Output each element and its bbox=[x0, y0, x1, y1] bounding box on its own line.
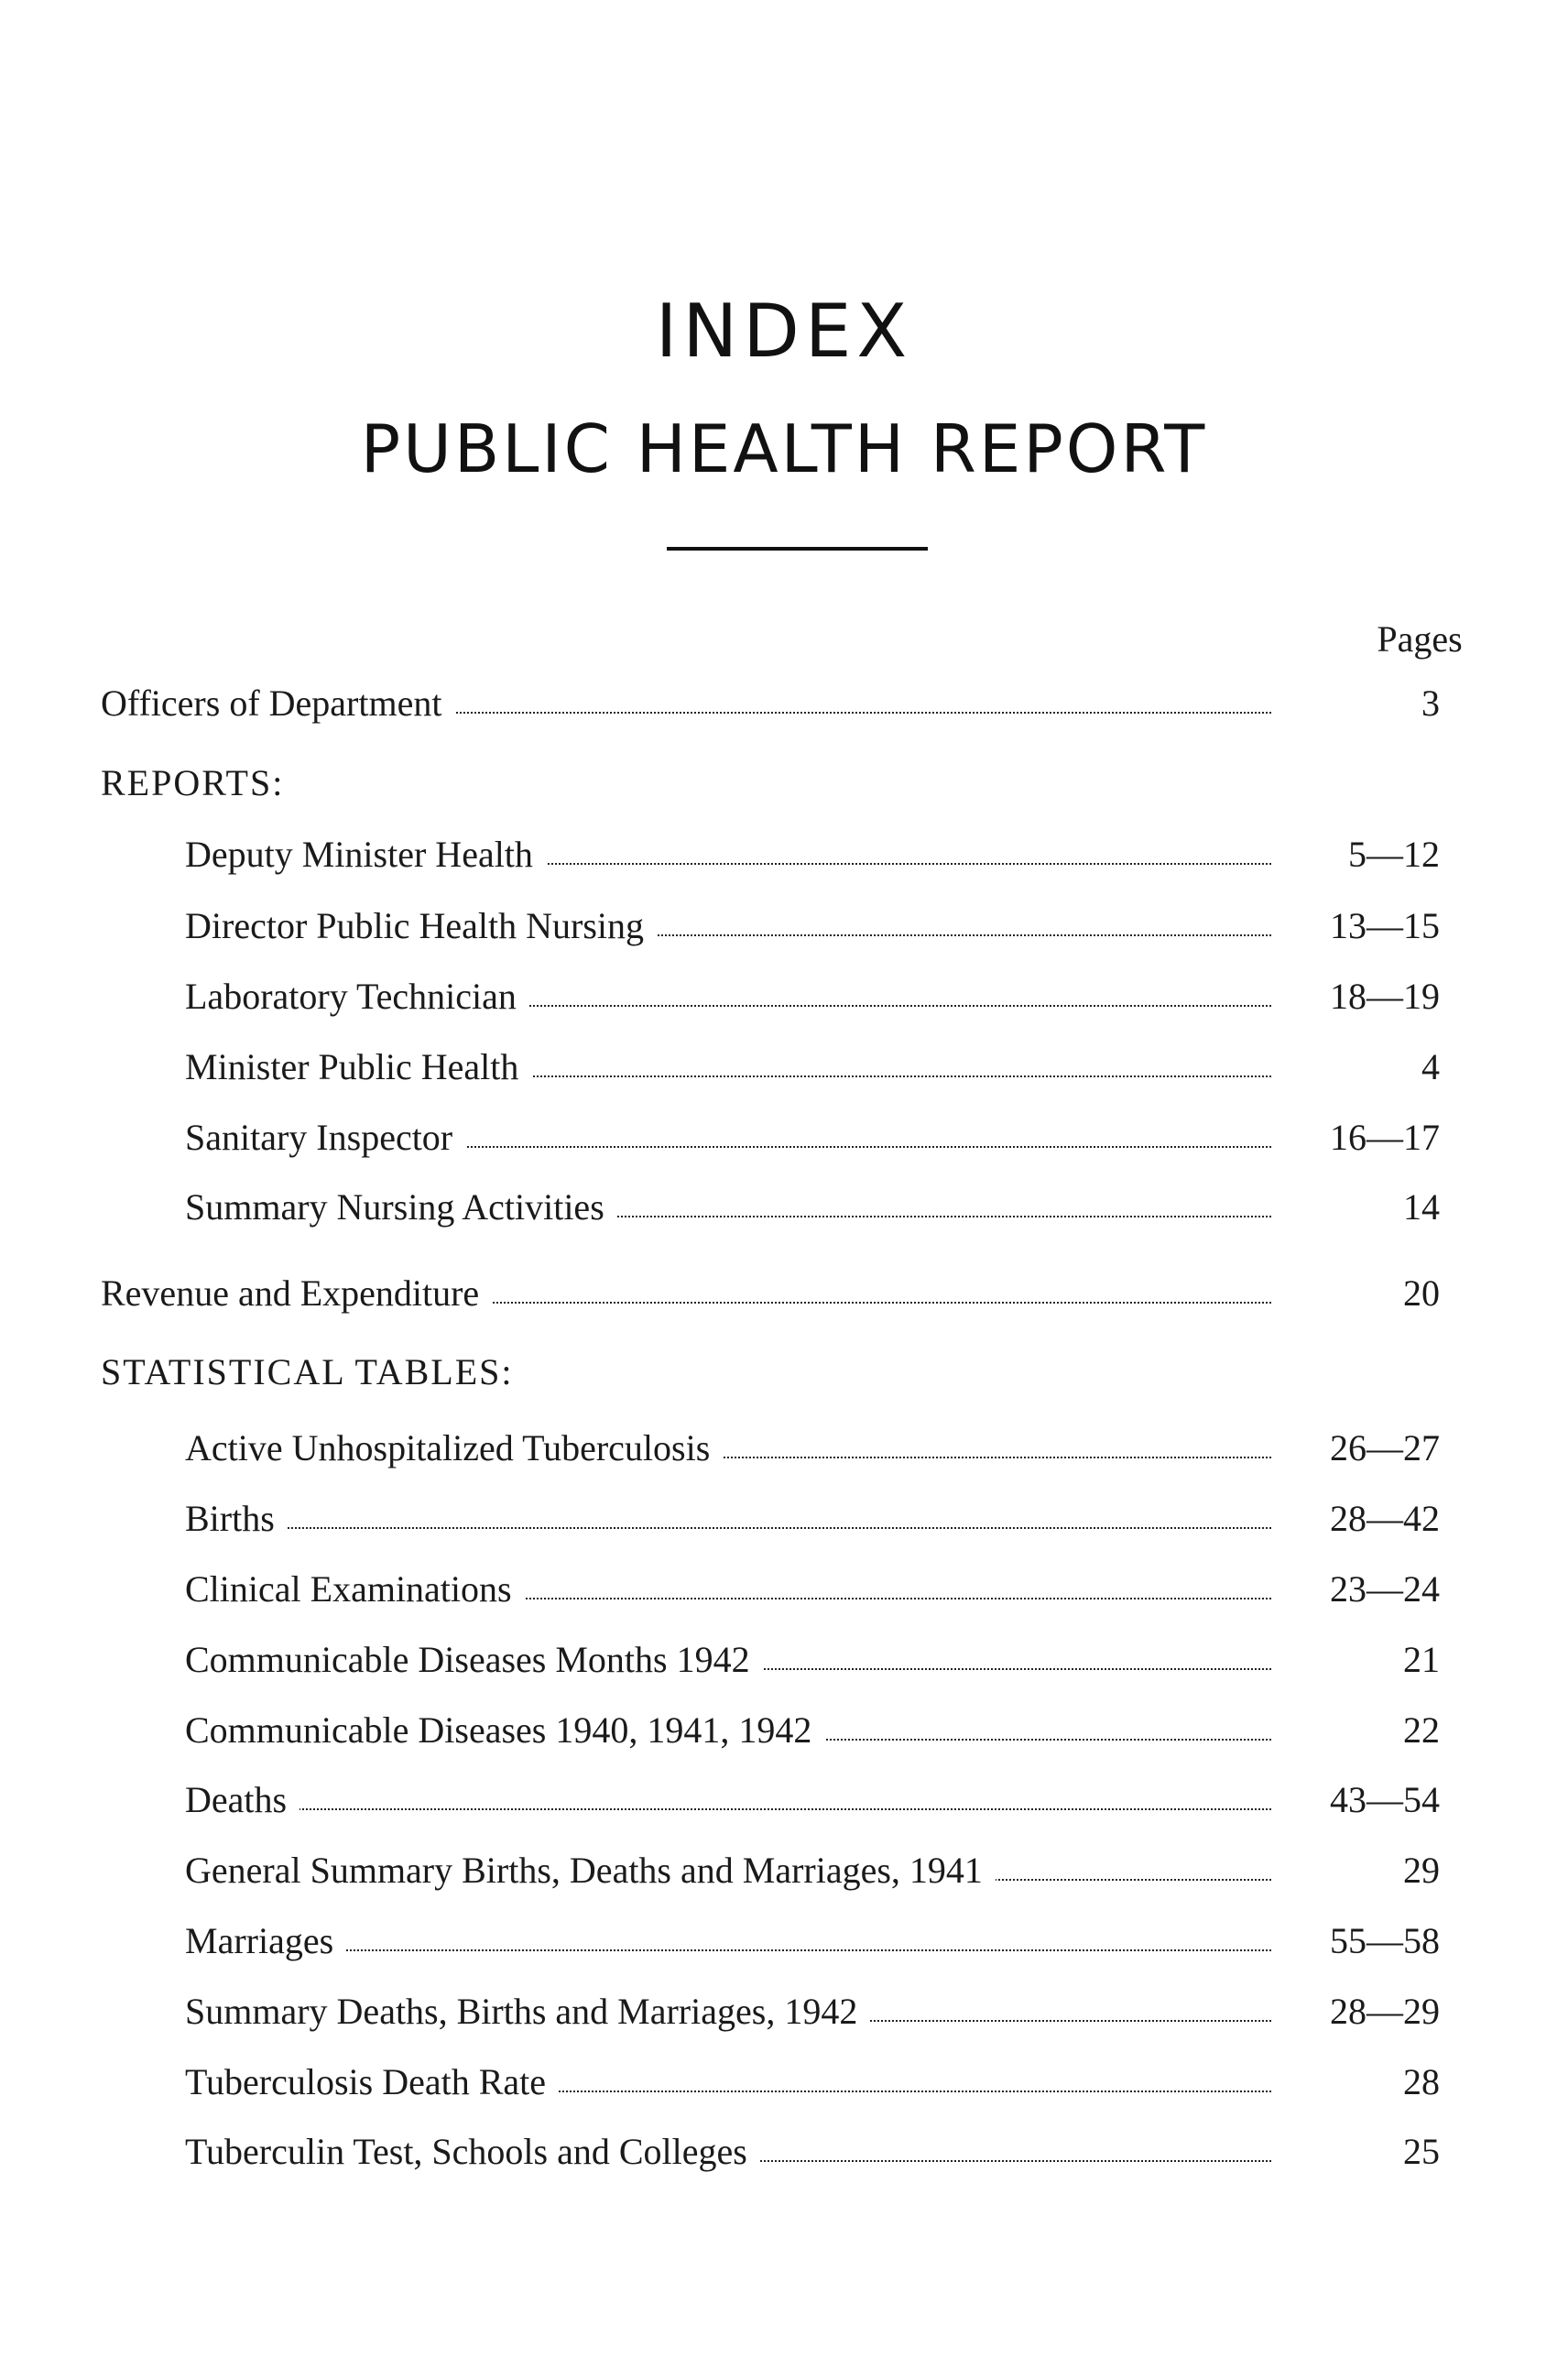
page-number: 23—24 bbox=[1330, 1568, 1440, 1610]
toc-entry bbox=[185, 1705, 1568, 1756]
page-number: 22 bbox=[1403, 1709, 1440, 1751]
entry-label: Director Public Health Nursing bbox=[185, 901, 657, 952]
entry-label: Communicable Diseases 1940, 1941, 1942 bbox=[185, 1705, 824, 1756]
page-number: 43—54 bbox=[1330, 1779, 1440, 1820]
toc-entry bbox=[185, 1493, 1568, 1545]
entry-label: Marriages bbox=[185, 1916, 346, 1967]
toc-entry bbox=[185, 1564, 1568, 1615]
page-number: 26—27 bbox=[1330, 1427, 1440, 1468]
entry-label: Tuberculosis Death Rate bbox=[185, 2057, 559, 2108]
toc-entry bbox=[185, 1042, 1568, 1093]
page-number: 28—29 bbox=[1330, 1991, 1440, 2032]
entry-label: Summary Nursing Activities bbox=[185, 1182, 617, 1233]
page-number: 14 bbox=[1403, 1186, 1440, 1228]
entry-label: General Summary Births, Deaths and Marriages, 1941 bbox=[185, 1845, 996, 1896]
entry-label: Summary Deaths, Births and Marriages, 1942 bbox=[185, 1986, 870, 2037]
dot-leader bbox=[185, 1808, 1271, 1810]
toc-entry bbox=[185, 2057, 1568, 2108]
section-heading bbox=[101, 1347, 1568, 1398]
entry-label: Deputy Minister Health bbox=[185, 829, 546, 880]
entry-label: Deaths bbox=[185, 1774, 299, 1826]
entry-label: Revenue and Expenditure bbox=[101, 1268, 492, 1319]
entry-label: Births bbox=[185, 1493, 288, 1545]
toc-entry bbox=[185, 1634, 1568, 1686]
page-number: 21 bbox=[1403, 1639, 1440, 1680]
page-number: 55—58 bbox=[1330, 1920, 1440, 1961]
page-number: 3 bbox=[1421, 682, 1440, 724]
page-title: INDEX bbox=[655, 289, 913, 374]
page-number: 29 bbox=[1403, 1850, 1440, 1891]
toc-entry bbox=[185, 1774, 1568, 1826]
page-subtitle: PUBLIC HEALTH REPORT bbox=[360, 410, 1208, 487]
toc-entry bbox=[185, 829, 1568, 880]
page-number: 20 bbox=[1403, 1272, 1440, 1314]
entry-label: Minister Public Health bbox=[185, 1042, 531, 1093]
toc-entry bbox=[185, 2126, 1568, 2178]
toc-entry bbox=[185, 1916, 1568, 1967]
toc-entry bbox=[185, 1845, 1568, 1896]
toc-entry bbox=[185, 971, 1568, 1022]
entry-label: Sanitary Inspector bbox=[185, 1112, 465, 1163]
entry-label: Officers of Department bbox=[101, 678, 454, 729]
page-number: 25 bbox=[1403, 2131, 1440, 2172]
toc-entry bbox=[185, 1423, 1568, 1474]
entry-label: Communicable Diseases Months 1942 bbox=[185, 1634, 763, 1686]
page-number: 28—42 bbox=[1330, 1498, 1440, 1539]
dot-leader bbox=[185, 1949, 1271, 1951]
section-label: STATISTICAL TABLES: bbox=[101, 1347, 527, 1398]
section-label: REPORTS: bbox=[101, 758, 297, 809]
page-number: 13—15 bbox=[1330, 905, 1440, 946]
entry-label: Active Unhospitalized Tuberculosis bbox=[185, 1423, 723, 1474]
page-number: 16—17 bbox=[1330, 1117, 1440, 1158]
dot-leader bbox=[185, 1527, 1271, 1529]
entry-label: Clinical Examinations bbox=[185, 1564, 525, 1615]
entry-label: Tuberculin Test, Schools and Colleges bbox=[185, 2126, 760, 2178]
page-number: 28 bbox=[1403, 2061, 1440, 2102]
toc-entry bbox=[185, 1112, 1568, 1163]
entry-label: Laboratory Technician bbox=[185, 971, 529, 1022]
toc-entry bbox=[185, 1986, 1568, 2037]
page-number: 4 bbox=[1421, 1046, 1440, 1087]
toc-entry bbox=[101, 678, 1568, 729]
page-number: 18—19 bbox=[1330, 976, 1440, 1017]
toc-entry bbox=[185, 1182, 1568, 1233]
pages-column-header: Pages bbox=[1377, 618, 1463, 660]
toc-entry bbox=[101, 1268, 1568, 1319]
section-heading bbox=[101, 758, 1568, 809]
page-number: 5—12 bbox=[1348, 834, 1440, 875]
toc-entry bbox=[185, 901, 1568, 952]
